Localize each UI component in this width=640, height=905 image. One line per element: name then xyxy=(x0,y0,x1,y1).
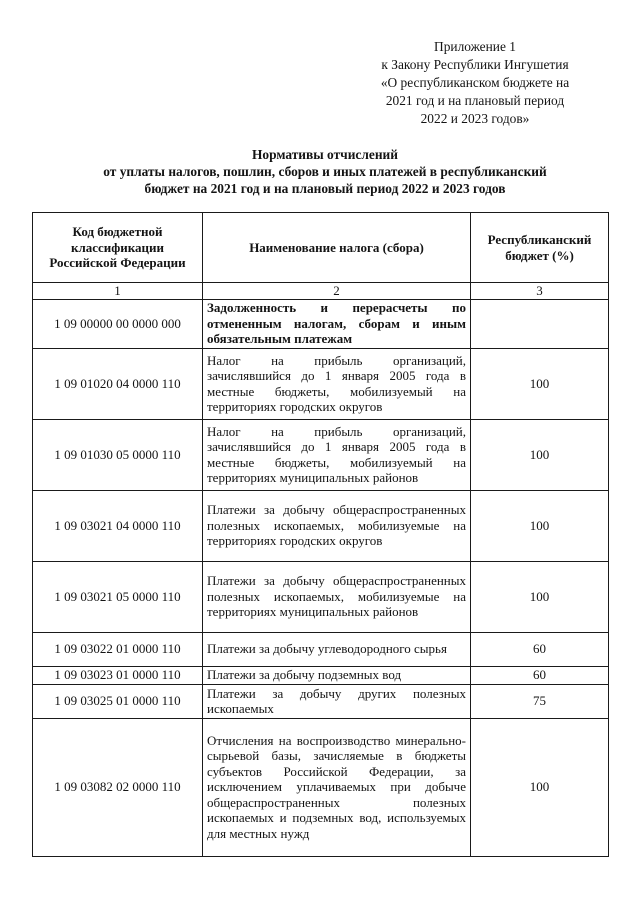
tax-name: Платежи за добычу общераспространенных полезных ископаемых, мобилизуемые на территориях муниципальных районов xyxy=(203,561,471,632)
appendix-line: к Закону Республики Ингушетия xyxy=(381,57,569,72)
table-row xyxy=(33,348,609,419)
tax-name: Платежи за добычу других полезных ископаемых xyxy=(203,684,471,718)
tax-name: Налог на прибыль организаций, зачислявшийся до 1 января 2005 года в местные бюджеты, мобилизуемый на территориях муниципальных районов xyxy=(203,419,471,490)
appendix-line: 2021 год и на плановый период xyxy=(385,93,565,108)
tax-name: Платежи за добычу углеводородного сырья xyxy=(203,632,471,666)
table-row xyxy=(33,490,609,561)
title-line: Нормативы отчислений xyxy=(252,147,398,162)
appendix-line: 2022 и 2023 годов» xyxy=(420,111,530,126)
table-row xyxy=(33,666,609,684)
tax-name: Платежи за добычу подземных вод xyxy=(203,666,471,684)
table-row xyxy=(33,684,609,718)
budget-percent: 100 xyxy=(471,718,609,856)
appendix-line: «О республиканском бюджете на xyxy=(380,75,570,90)
title-line: бюджет на 2021 год и на плановый период 2022 и 2023 годов xyxy=(144,181,506,196)
budget-code: 1 09 03023 01 0000 110 xyxy=(33,666,203,684)
budget-code: 1 09 03022 01 0000 110 xyxy=(33,632,203,666)
column-number-row xyxy=(33,283,609,300)
appendix-line: Приложение 1 xyxy=(434,39,516,54)
budget-percent: 100 xyxy=(471,348,609,419)
budget-code: 1 09 03021 05 0000 110 xyxy=(33,561,203,632)
header-budget: Республиканский бюджет (%) xyxy=(471,213,609,283)
tax-name: Задолженность и перерасчеты по отмененным налогам, сборам и иным обязательным платежам xyxy=(203,299,471,348)
column-number: 1 xyxy=(33,283,203,300)
header-code: Код бюджетной классификации Российской Федерации xyxy=(33,213,203,283)
column-number: 2 xyxy=(203,283,471,300)
budget-percent: 100 xyxy=(471,419,609,490)
budget-code: 1 09 01030 05 0000 110 xyxy=(33,419,203,490)
budget-code: 1 09 03082 02 0000 110 xyxy=(33,718,203,856)
table-row xyxy=(33,561,609,632)
budget-code: 1 09 03025 01 0000 110 xyxy=(33,684,203,718)
budget-percent: 100 xyxy=(471,561,609,632)
budget-percent: 60 xyxy=(471,666,609,684)
table-row xyxy=(33,718,609,856)
budget-percent: 100 xyxy=(471,490,609,561)
budget-percent: 75 xyxy=(471,684,609,718)
budget-code: 1 09 01020 04 0000 110 xyxy=(33,348,203,419)
budget-code: 1 09 03021 04 0000 110 xyxy=(33,490,203,561)
table-row xyxy=(33,299,609,348)
tax-name: Платежи за добычу общераспространенных полезных ископаемых, мобилизуемые на территориях городских округов xyxy=(203,490,471,561)
table-row xyxy=(33,632,609,666)
table-header-row xyxy=(33,213,609,283)
budget-percent: 60 xyxy=(471,632,609,666)
column-number: 3 xyxy=(471,283,609,300)
table-row xyxy=(33,419,609,490)
norms-table xyxy=(32,212,609,857)
budget-percent xyxy=(471,299,609,348)
appendix-header xyxy=(360,38,590,128)
tax-name: Отчисления на воспроизводство минерально-сырьевой базы, зачисляемые в бюджеты субъектов Российской Федерации, за исключением уплачиваемых при добыче общераспространенных полезных ископаемых и подземных вод, используемых для местных нужд xyxy=(203,718,471,856)
title-line: от уплаты налогов, пошлин, сборов и иных платежей в республиканский xyxy=(103,164,547,179)
tax-name: Налог на прибыль организаций, зачислявшийся до 1 января 2005 года в местные бюджеты, мобилизуемый на территориях городских округов xyxy=(203,348,471,419)
document-title xyxy=(30,146,620,197)
budget-code: 1 09 00000 00 0000 000 xyxy=(33,299,203,348)
header-name: Наименование налога (сбора) xyxy=(203,213,471,283)
